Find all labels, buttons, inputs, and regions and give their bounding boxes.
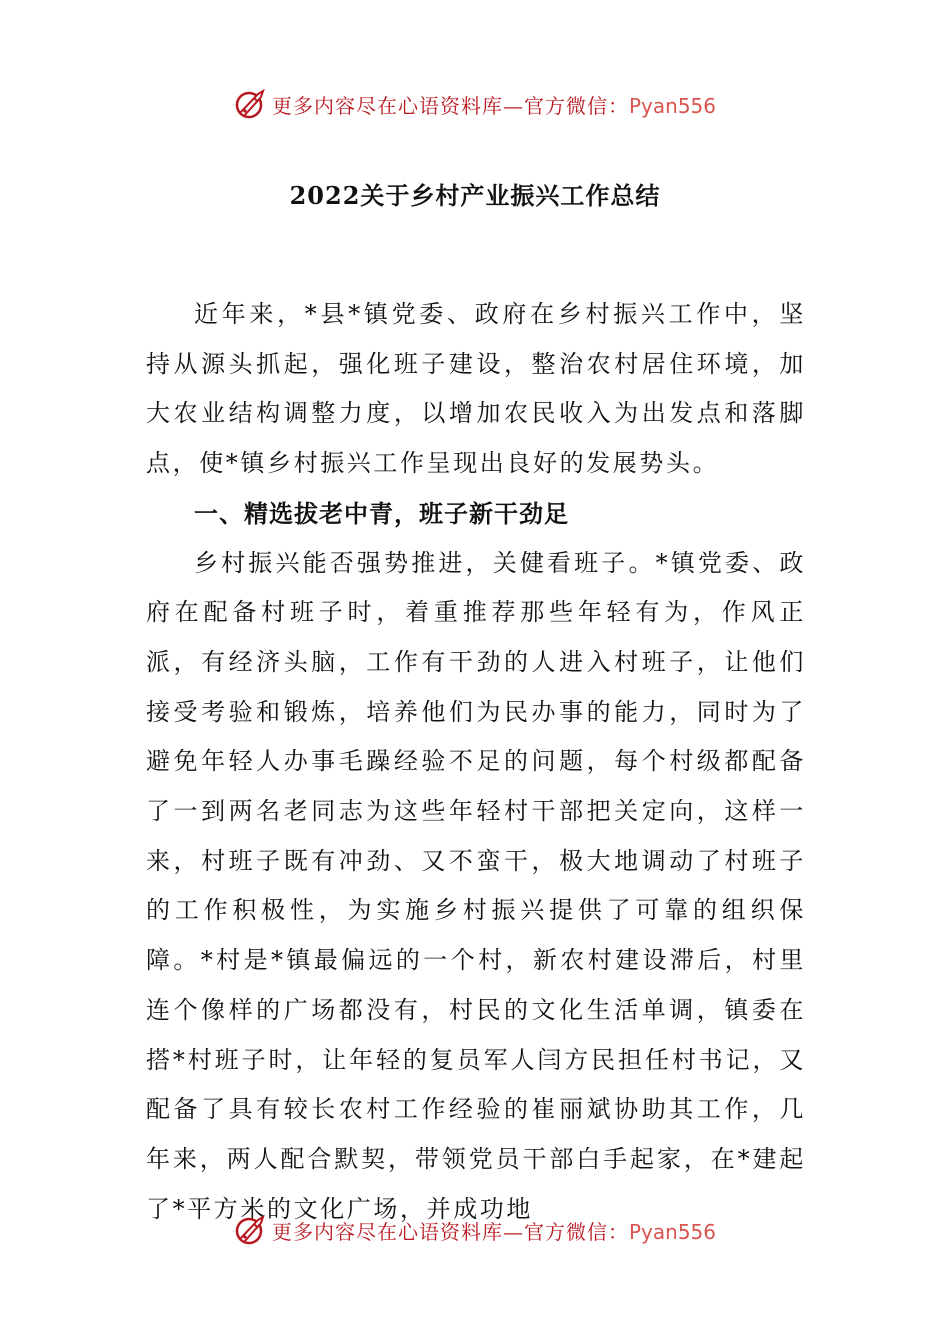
document-title: 2022关于乡村产业振兴工作总结 [289,181,661,210]
section-heading: 一、精选拔老中青，班子新干劲足 [194,498,569,528]
pen-circle-logo-icon [234,87,268,121]
intro-paragraph: 近年来，*县*镇党委、政府在乡村振兴工作中，坚持从源头抓起，强化班子建设，整治农村居住环境，加大农业结构调整力度，以增加农民收入为出发点和落脚点，使*镇乡村振兴工作呈现出良好的发展势头。 [146,300,806,478]
watermark-handle: Pyan556 [628,1219,716,1244]
header-watermark [0,80,950,128]
document-body [146,290,806,1234]
watermark-text: 更多内容尽在心语资料库—官方微信：Pyan556 [271,93,716,118]
watermark-handle: Pyan556 [628,93,716,118]
section-paragraph: 乡村振兴能否强势推进，关健看班子。*镇党委、政府在配备村班子时，着重推荐那些年轻有为，作风正派，有经济头脑，工作有干劲的人进入村班子，让他们接受考验和锻炼，培养他们为民办事的能力，同时为了避免年轻人办事毛躁经验不足的问题，每个村级都配备了一到两名老同志为这些年轻村干部把关定向，这样一来，村班子既有冲劲、又不蛮干，极大地调动了村班子的工作积极性，为实施乡村振兴提供了可靠的组织保障。*村是*镇最偏远的一个村，新农村建设滞后，村里连个像样的广场都没有，村民的文化生活单调，镇委在搭*村班子时，让年轻的复员军人闫方民担任村书记，又配备了具有较长农村工作经验的崔丽斌协助其工作，几年来，两人配合默契，带领党员干部白手起家，在*建起了*平方米的文化广场，并成功地 [146,548,806,1223]
footer-watermark [0,1206,950,1254]
watermark-text: 更多内容尽在心语资料库—官方微信：Pyan556 [271,1219,716,1244]
pen-circle-logo-icon [234,1213,268,1247]
